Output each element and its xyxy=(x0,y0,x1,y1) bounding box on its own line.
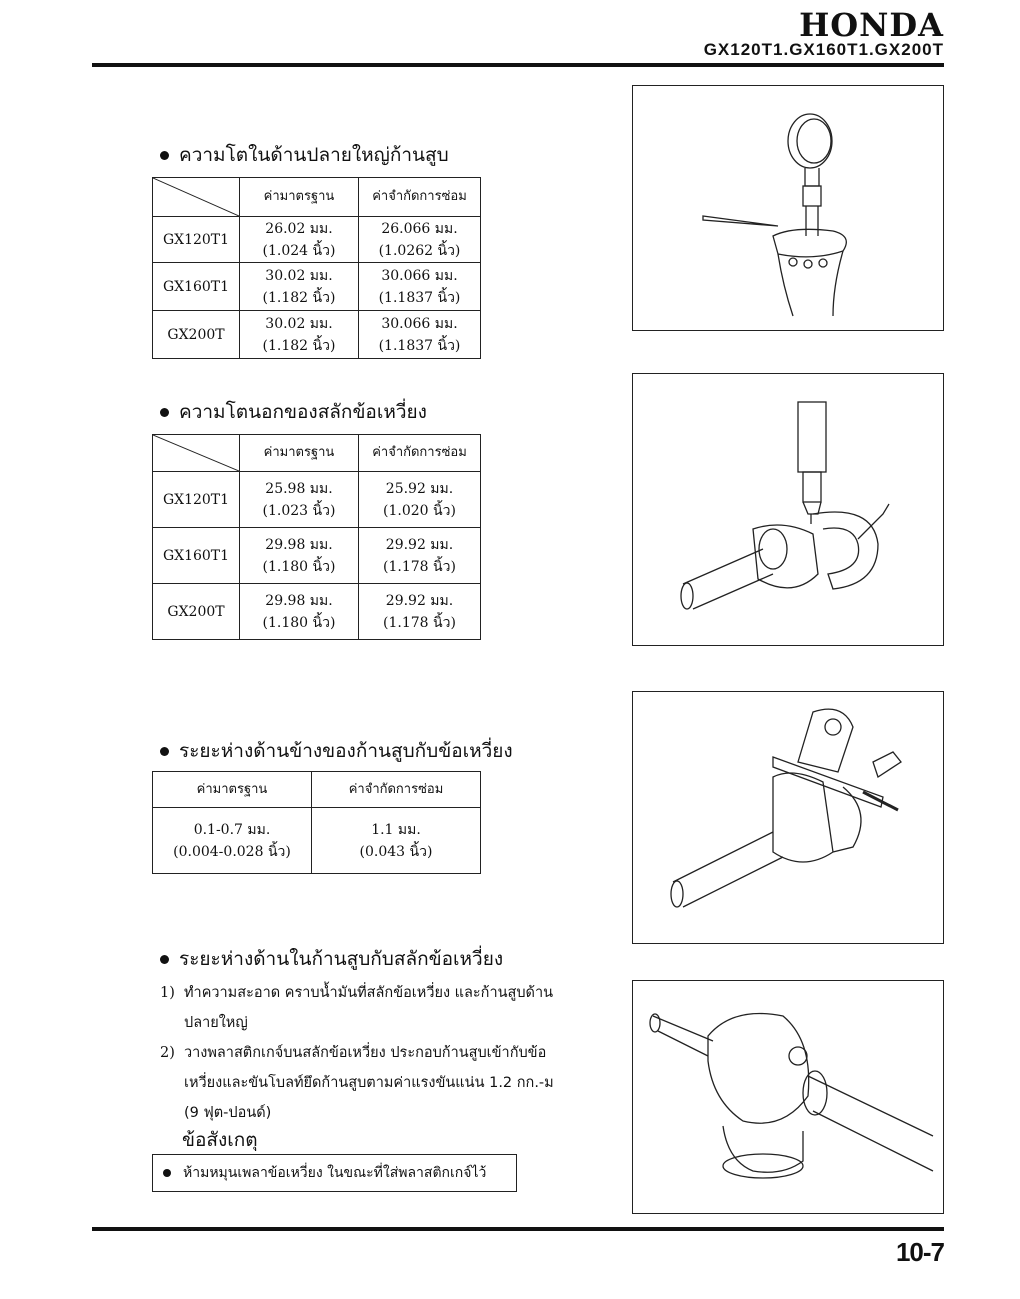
table-row xyxy=(153,263,481,311)
plastigauge-conrod-assembly-figure xyxy=(632,980,944,1214)
limit-cell: 29.92 มม. (1.178 นิ้ว) xyxy=(359,584,481,640)
limit-cell: 30.066 มม. (1.1837 นิ้ว) xyxy=(359,263,481,311)
col-header-limit: ค่าจำกัดการซ่อม xyxy=(359,178,481,217)
section-heading-bigend-id: ความโตในด้านปลายใหญ่ก้านสูบ xyxy=(160,140,449,170)
standard-cell: 30.02 มม. (1.182 นิ้ว) xyxy=(240,263,359,311)
col-header-standard: ค่ามาตรฐาน xyxy=(240,178,359,217)
standard-cell: 30.02 มม. (1.182 นิ้ว) xyxy=(240,311,359,359)
limit-cell: 30.066 มม. (1.1837 นิ้ว) xyxy=(359,311,481,359)
bullet-icon xyxy=(160,408,169,417)
corner-cell xyxy=(153,178,240,217)
model-cell: GX200T xyxy=(153,584,240,640)
header-rule xyxy=(92,63,944,67)
standard-cell: 25.98 มม. (1.023 นิ้ว) xyxy=(240,472,359,528)
col-header-limit: ค่าจำกัดการซ่อม xyxy=(359,435,481,472)
col-header-standard: ค่ามาตรฐาน xyxy=(153,772,312,808)
note-text: ห้ามหมุนเพลาข้อเหวี่ยง ในขณะที่ใส่พลาสติกเกจ์ไว้ xyxy=(183,1165,487,1181)
limit-cell: 26.066 มม. (1.0262 นิ้ว) xyxy=(359,217,481,263)
table-row xyxy=(153,472,481,528)
standard-cell: 0.1-0.7 มม. (0.004-0.028 นิ้ว) xyxy=(153,808,312,874)
crankpin-od-table xyxy=(152,434,481,640)
table-row xyxy=(153,217,481,263)
limit-cell: 25.92 มม. (1.020 นิ้ว) xyxy=(359,472,481,528)
note-title: ข้อสังเกตุ xyxy=(182,1129,258,1151)
section-heading-oil-clearance: ระยะห่างด้านในก้านสูบกับสลักข้อเหวี่ยง xyxy=(160,944,503,974)
model-list: GX120T1.GX160T1.GX200T xyxy=(703,40,944,59)
side-clearance-table xyxy=(152,771,481,874)
procedure-steps xyxy=(160,978,590,1128)
step-1: 1) ทำความสะอาด คราบน้ำมันที่สลักข้อเหวี่ยง และก้านสูบด้าน ปลายใหญ่ xyxy=(160,985,554,1031)
col-header-limit: ค่าจำกัดการซ่อม xyxy=(312,772,481,808)
model-cell: GX120T1 xyxy=(153,472,240,528)
table-row xyxy=(153,311,481,359)
step-2: 2) วางพลาสติกเกจ์บนสลักข้อเหวี่ยง ประกอบก้านสูบเข้ากับข้อ เหวี่ยงและขันโบลท์ยึดก้านสูบตามค่าแรงขันแน่น 1.2 กก.-ม (9 ฟุต-ปอนด์) xyxy=(160,1045,554,1121)
note-box xyxy=(152,1154,517,1192)
limit-cell: 29.92 มม. (1.178 นิ้ว) xyxy=(359,528,481,584)
bore-gauge-conrod-figure xyxy=(632,85,944,331)
col-header-standard: ค่ามาตรฐาน xyxy=(240,435,359,472)
model-cell: GX120T1 xyxy=(153,217,240,263)
brand-logo: HONDA xyxy=(799,6,944,44)
micrometer-crankpin-figure xyxy=(632,373,944,646)
model-cell: GX200T xyxy=(153,311,240,359)
model-cell: GX160T1 xyxy=(153,263,240,311)
feeler-gauge-side-clearance-figure xyxy=(632,691,944,944)
page-number: 10-7 xyxy=(895,1237,944,1267)
limit-cell: 1.1 มม. (0.043 นิ้ว) xyxy=(312,808,481,874)
section-heading-side-clearance: ระยะห่างด้านข้างของก้านสูบกับข้อเหวี่ยง xyxy=(160,736,513,766)
bullet-icon xyxy=(160,151,169,160)
standard-cell: 26.02 มม. (1.024 นิ้ว) xyxy=(240,217,359,263)
standard-cell: 29.98 มม. (1.180 นิ้ว) xyxy=(240,528,359,584)
table-row xyxy=(153,528,481,584)
corner-cell xyxy=(153,435,240,472)
model-cell: GX160T1 xyxy=(153,528,240,584)
table-row xyxy=(153,808,481,874)
table-row xyxy=(153,584,481,640)
bullet-icon xyxy=(160,955,169,964)
footer-rule xyxy=(92,1227,944,1231)
bullet-icon xyxy=(163,1169,171,1177)
bigend-id-table xyxy=(152,177,481,359)
standard-cell: 29.98 มม. (1.180 นิ้ว) xyxy=(240,584,359,640)
section-heading-crankpin-od: ความโตนอกของสลักข้อเหวี่ยง xyxy=(160,397,427,427)
bullet-icon xyxy=(160,747,169,756)
